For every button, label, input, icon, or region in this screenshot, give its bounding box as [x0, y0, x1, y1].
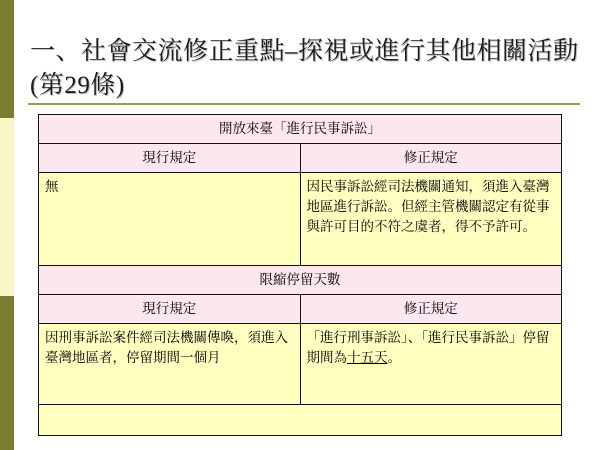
section-2-cell-amended-text-pre: 「進行刑事訴訟」、「進行民事訴訟」停留期間為	[306, 330, 550, 365]
section-1-column-header-current: 現行規定	[39, 144, 301, 173]
section-2-band-title: 限縮停留天數	[39, 266, 562, 295]
table-row	[39, 144, 562, 173]
page-title: 一、社會交流修正重點–探視或進行其他相關活動(第29條)	[30, 37, 579, 99]
section-2-cell-amended	[300, 324, 562, 405]
table-row	[39, 173, 562, 266]
table-row	[39, 115, 562, 144]
section-2-cell-amended-emphasis: 十五天	[347, 350, 388, 365]
content-table-wrapper	[38, 114, 562, 436]
table-row	[39, 324, 562, 405]
table-row	[39, 266, 562, 295]
section-2-cell-amended-text-post: 。	[387, 350, 401, 365]
table-row	[39, 405, 562, 436]
title-divider	[28, 103, 580, 105]
table-row	[39, 295, 562, 324]
section-1-cell-current: 無	[39, 173, 301, 266]
section-2-column-header-amended: 修正規定	[300, 295, 562, 324]
section-2-column-header-current: 現行規定	[39, 295, 301, 324]
table-footer-spacer	[39, 405, 562, 436]
section-1-column-header-amended: 修正規定	[300, 144, 562, 173]
section-1-band-title: 開放來臺「進行民事訴訟」	[39, 115, 562, 144]
section-2-cell-current: 因刑事訴訟案件經司法機關傳喚，須進入臺灣地區者，停留期間一個月	[39, 324, 301, 405]
sidebar-accent-block	[0, 118, 14, 296]
section-1-cell-amended: 因民事訴訟經司法機關通知，須進入臺灣地區進行訴訟。但經主管機關認定有從事與許可目的不符之虞者，得不予許可。	[300, 173, 562, 266]
comparison-table	[38, 114, 562, 436]
